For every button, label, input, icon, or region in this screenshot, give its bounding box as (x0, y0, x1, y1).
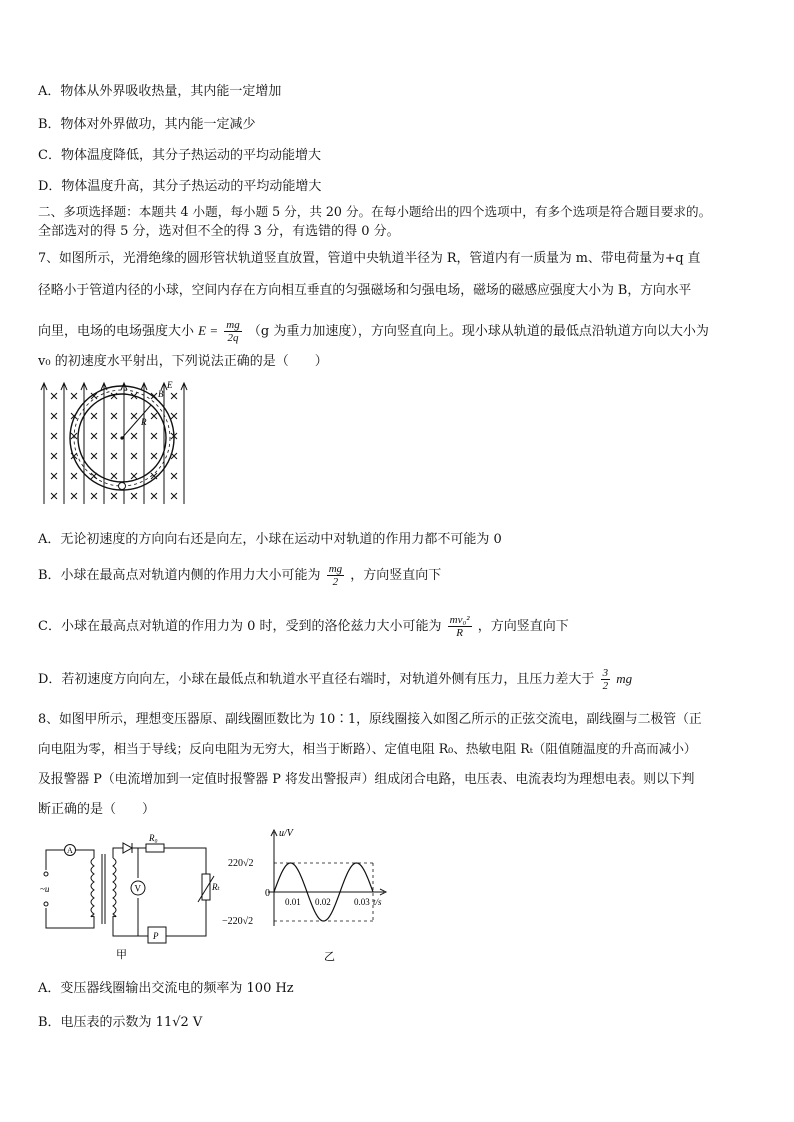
voltmeter-label: V (134, 883, 141, 894)
q7-option-b-post: ，方向竖直向下 (350, 568, 442, 583)
magnetic-field-cross-icon (171, 393, 177, 399)
q7-e-fraction-den: 2q (227, 332, 239, 344)
q7-option-d (38, 662, 632, 697)
q7-line3-pre: 向里，电场的电场强度大小 (38, 324, 195, 339)
magnetic-field-cross-icon (51, 393, 57, 399)
q7-option-d-den: 2 (602, 680, 609, 692)
q7-option-b-num: mg (328, 563, 343, 575)
q7-option-d-post: mg (616, 671, 633, 686)
magnetic-field-cross-icon (111, 473, 117, 479)
q7-option-c (38, 610, 569, 644)
magnetic-field-cross-icon (71, 493, 77, 499)
q8-stem-line4: 断正确的是（ ） (38, 802, 156, 817)
magnetic-field-cross-icon (151, 413, 157, 419)
magnetic-field-cross-icon (51, 473, 57, 479)
q8-stem-line2: 向电阻为零，相当于导线；反向电阻为无穷大，相当于断路）、定值电阻 R₀、热敏电阻 Rₜ（阻值随温度的升高而减小） (38, 741, 697, 756)
q7-field-figure (38, 380, 198, 510)
q7-e-symbol: E = (198, 323, 219, 338)
magnetic-field-cross-icon (51, 433, 57, 439)
q7-option-c-fraction (448, 614, 472, 639)
ammeter-label: A (67, 846, 73, 855)
magnetic-field-cross-icon (71, 473, 77, 479)
magnetic-field-cross-icon (151, 453, 157, 459)
magnetic-field-cross-icon (91, 493, 97, 499)
magnetic-field-cross-icon (171, 493, 177, 499)
q7-option-b-fraction (327, 563, 344, 588)
q6-option-d: D．物体温度升高，其分子热运动的平均动能增大 (38, 179, 322, 194)
label-b: B (158, 389, 164, 399)
tick-001: 0.01 (285, 897, 301, 907)
ball-icon (119, 483, 126, 490)
q7-option-b-den: 2 (332, 576, 339, 588)
magnetic-field-cross-icon (91, 433, 97, 439)
terminal-bottom (44, 902, 48, 906)
magnetic-field-cross-icon (131, 433, 137, 439)
magnetic-field-cross-icon (71, 393, 77, 399)
ymax-label: 220√2 (228, 858, 254, 869)
q8-circuit-figure (38, 832, 218, 962)
label-e: E (167, 380, 173, 390)
q6-option-a: A．物体从外界吸收热量，其内能一定增加 (38, 84, 282, 99)
magnetic-field-cross-icon (131, 413, 137, 419)
q7-e-fraction (224, 319, 241, 344)
figure-jia-caption: 甲 (116, 949, 127, 961)
q7-option-c-post: ，方向竖直向下 (477, 619, 569, 634)
magnetic-field-cross-icon (111, 413, 117, 419)
q7-option-d-pre: D．若初速度方向向左，小球在最低点和轨道水平直径右端时，对轨道外侧有压力，且压力差大于 (38, 672, 595, 687)
terminal-top (44, 872, 48, 876)
magnetic-field-cross-icon (151, 493, 157, 499)
q7-option-c-den: R (456, 627, 463, 639)
q7-option-d-num: 3 (602, 667, 609, 679)
ymin-label: −220√2 (222, 916, 254, 927)
magnetic-field-cross-icon (51, 493, 57, 499)
q7-stem-line3 (38, 316, 709, 347)
q8-option-a: A．变压器线圈输出交流电的频率为 100 Hz (38, 981, 294, 996)
zero-label: 0 (265, 888, 270, 899)
center-dot (120, 436, 123, 439)
magnetic-field-cross-icon (131, 453, 137, 459)
q8-stem-line3: 及报警器 P（电流增加到一定值时报警器 P 将发出警报声）组成闭合电路，电压表、电流表均为理想电表。则以下判 (38, 772, 695, 787)
tick-003: 0.03 (354, 897, 370, 907)
q7-option-d-fraction (601, 667, 611, 692)
q8-voltage-graph (222, 826, 398, 964)
magnetic-field-cross-icon (91, 453, 97, 459)
magnetic-field-cross-icon (131, 473, 137, 479)
magnetic-field-cross-icon (111, 433, 117, 439)
magnetic-field-cross-icon (51, 413, 57, 419)
tick-002: 0.02 (315, 897, 331, 907)
alarm-label: P (153, 931, 159, 941)
magnetic-field-cross-icon (91, 413, 97, 419)
q8-stem-line1: 8、如图甲所示，理想变压器原、副线圈匝数比为 10∶1，原线圈接入如图乙所示的正弦交流电，副线圈与二极管（正 (38, 712, 702, 727)
q7-line3-post: （g 为重力加速度），方向竖直向上。现小球从轨道的最低点沿轨道方向以大小为 (247, 324, 709, 339)
q7-stem-line1: 7、如图所示，光滑绝缘的圆形管状轨道竖直放置，管道中央轨道半径为 R，管道内有一质量为 m、带电荷量为+q 直 (38, 251, 701, 266)
q6-option-c: C．物体温度降低，其分子热运动的平均动能增大 (38, 148, 321, 163)
q7-e-fraction-num: mg (226, 319, 240, 331)
magnetic-field-cross-icon (151, 433, 157, 439)
q7-stem-line2: 径略小于管道内径的小球，空间内存在方向相互垂直的匀强磁场和匀强电场，磁场的磁感应强度大小为 B，方向水平 (38, 283, 692, 298)
x-axis-label: t/s (373, 897, 382, 907)
q7-option-a: A．无论初速度的方向向右还是向左，小球在运动中对轨道的作用力都不可能为 0 (38, 532, 502, 547)
magnetic-field-cross-icon (171, 413, 177, 419)
r0-label: R₀ (149, 833, 158, 843)
label-r: R (141, 417, 147, 427)
q6-option-b: B．物体对外界做功，其内能一定减少 (38, 117, 256, 132)
q8-option-b: B．电压表的示数为 11√2 V (38, 1015, 203, 1030)
section2-instruction-2: 全部选对的得 5 分，选对但不全的得 3 分，有选错的得 0 分。 (38, 224, 400, 239)
source-label: ~u (40, 884, 50, 894)
magnetic-field-cross-icon (111, 493, 117, 499)
magnetic-field-cross-icon (131, 493, 137, 499)
q7-stem-line4: v₀ 的初速度水平射出，下列说法正确的是（ ） (38, 354, 328, 369)
q7-option-c-num: mv₀² (449, 614, 470, 626)
rt-label: Rₜ (212, 882, 220, 892)
section2-instruction-1: 二、多项选择题：本题共 4 小题，每小题 5 分，共 20 分。在每小题给出的四个选项中，有多个选项是符合题目要求的。 (38, 204, 712, 219)
q7-option-c-pre: C．小球在最高点对轨道的作用力为 0 时，受到的洛伦兹力大小可能为 (38, 619, 442, 634)
magnetic-field-cross-icon (51, 453, 57, 459)
q7-option-b (38, 560, 441, 592)
magnetic-field-cross-icon (111, 453, 117, 459)
q7-option-b-pre: B．小球在最高点对轨道内侧的作用力大小可能为 (38, 568, 321, 583)
figure-yi-caption: 乙 (324, 951, 335, 963)
y-axis-label: u/V (279, 828, 293, 839)
magnetic-field-cross-icon (171, 473, 177, 479)
